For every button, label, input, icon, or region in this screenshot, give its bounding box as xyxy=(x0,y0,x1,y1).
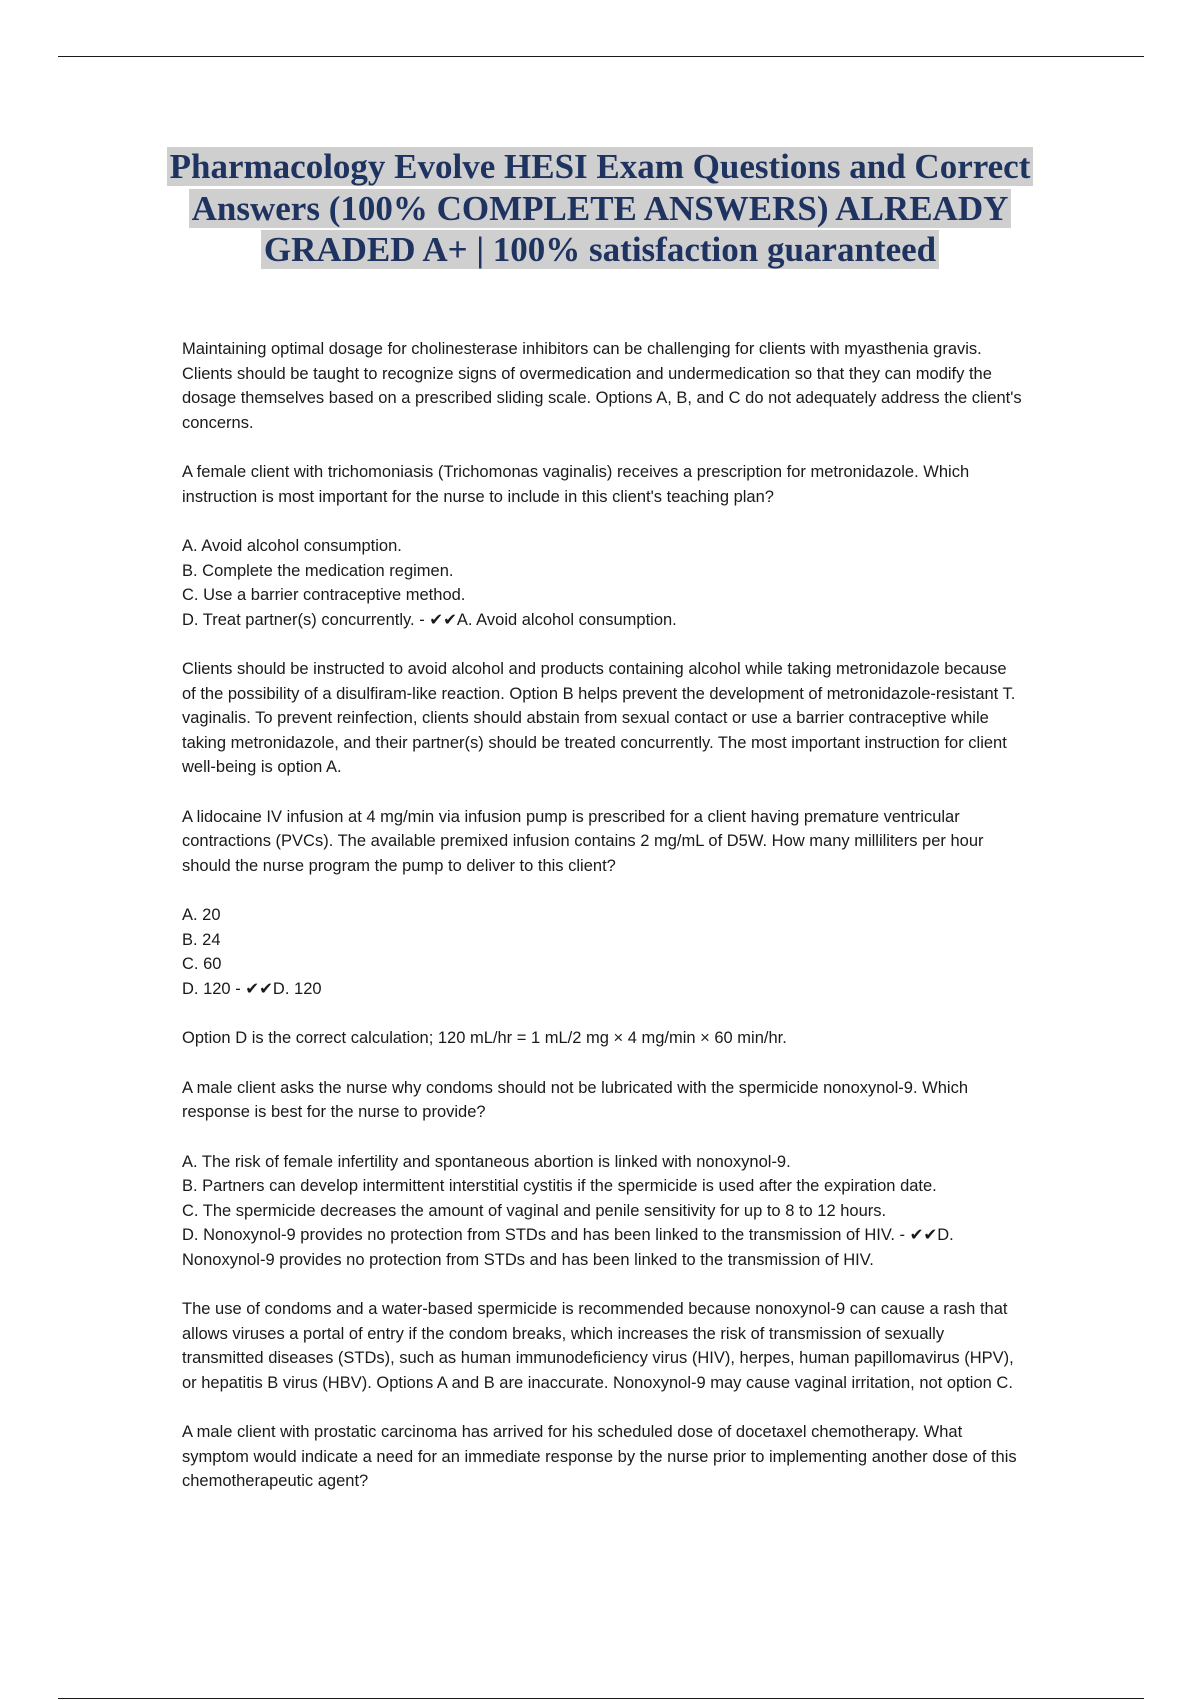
document-title: Pharmacology Evolve HESI Exam Questions and Correct Answers (100% COMPLETE ANSWERS) ALREADY GRADED A+ | 100% satisfaction guaranteed xyxy=(167,147,1034,269)
question-4: A male client with prostatic carcinoma has arrived for his scheduled dose of docetaxel chemotherapy. What symptom would indicate a need for an immediate response by the nurse prior to implementing another dose of this chemotherapeutic agent? xyxy=(182,1423,1017,1490)
q3-option-d-answer: D. Nonoxynol-9 provides no protection from STDs and has been linked to the transmission of HIV. - ✔✔D. Nonoxynol-9 provides no protection from STDs and has been linked to the transmission of HIV. xyxy=(182,1226,954,1269)
q3-option-b: B. Partners can develop intermittent interstitial cystitis if the spermicide is used after the expiration date. xyxy=(182,1177,937,1195)
q3-option-c: C. The spermicide decreases the amount of vaginal and penile sensitivity for up to 8 to 12 hours. xyxy=(182,1201,887,1220)
document-body xyxy=(182,337,1022,1519)
question-2: A lidocaine IV infusion at 4 mg/min via infusion pump is prescribed for a client having premature ventricular contractions (PVCs). The available premixed infusion contains 2 mg/mL of D5W. How many milliliters per hour should the nurse program the pump to deliver to this client? xyxy=(182,807,984,875)
q1-option-d-answer: D. Treat partner(s) concurrently. - ✔✔A. Avoid alcohol consumption. xyxy=(182,610,677,629)
q1-option-a: A. Avoid alcohol consumption. xyxy=(182,537,402,555)
q2-option-d-answer: D. 120 - ✔✔D. 120 xyxy=(182,979,322,998)
q1-option-b: B. Complete the medication regimen. xyxy=(182,561,454,580)
question-3-rationale: The use of condoms and a water-based spermicide is recommended because nonoxynol-9 can cause a rash that allows viruses a portal of entry if the condom breaks, which increases the risk of transmission of sexually transmitted diseases (STDs), such as human immunodeficiency virus (HIV), herpes, human papillomavirus (HPV), or hepatitis B virus (HBV). Options A and B are inaccurate. Nonoxynol-9 may cause vaginal irritation, not option C. xyxy=(182,1300,1014,1392)
title-block xyxy=(150,146,1050,271)
question-3-options xyxy=(182,1150,1022,1273)
q2-option-c: C. 60 xyxy=(182,955,222,973)
question-2-options xyxy=(182,903,1022,1001)
question-2-rationale: Option D is the correct calculation; 120 mL/hr = 1 mL/2 mg × 4 mg/min × 60 min/hr. xyxy=(182,1029,787,1047)
intro-rationale: Maintaining optimal dosage for cholinesterase inhibitors can be challenging for clients with myasthenia gravis. Clients should be taught to recognize signs of overmedication and undermedication so that they can modify the dosage themselves based on a prescribed sliding scale. Options A, B, and C do not adequately address the client's concerns. xyxy=(182,340,1022,432)
q2-option-a: A. 20 xyxy=(182,906,221,924)
question-1-options xyxy=(182,534,1022,632)
header-rule xyxy=(58,56,1144,57)
q1-option-c: C. Use a barrier contraceptive method. xyxy=(182,586,466,604)
question-1-rationale: Clients should be instructed to avoid alcohol and products containing alcohol while taking metronidazole because of the possibility of a disulfiram-like reaction. Option B helps prevent the development of metronidazole-resistant T. vaginalis. To prevent reinfection, clients should abstain from sexual contact or use a barrier contraceptive while taking metronidazole, and their partner(s) should be treated concurrently. The most important instruction for client well-being is option A. xyxy=(182,660,1016,776)
q3-option-a: A. The risk of female infertility and spontaneous abortion is linked with nonoxynol-9. xyxy=(182,1152,791,1171)
footer-rule xyxy=(58,1698,1144,1699)
question-3: A male client asks the nurse why condoms should not be lubricated with the spermicide nonoxynol-9. Which response is best for the nurse to provide? xyxy=(182,1078,968,1121)
question-1: A female client with trichomoniasis (Trichomonas vaginalis) receives a prescription for metronidazole. Which instruction is most important for the nurse to include in this client's teaching plan? xyxy=(182,463,970,506)
q2-option-b: B. 24 xyxy=(182,930,221,949)
